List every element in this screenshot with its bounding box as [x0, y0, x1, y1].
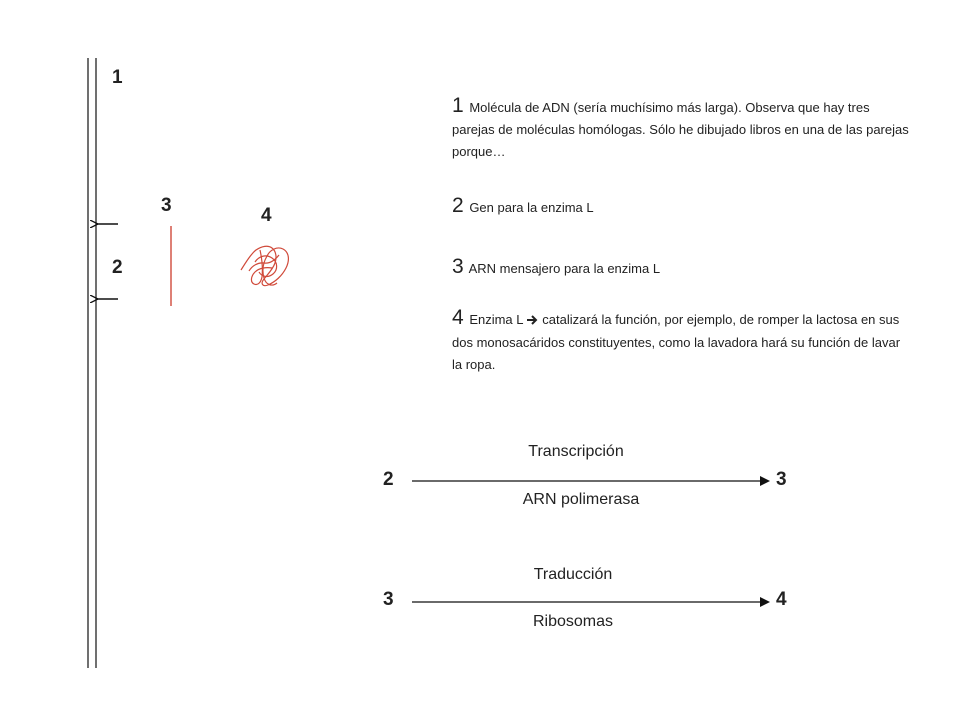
- dna-label: 1: [112, 67, 123, 88]
- legend-item-enzyme: [452, 307, 912, 376]
- legend-text: Molécula de ADN (sería muchísimo más larga). Observa que hay tres parejas de moléculas homólogas. Sólo he dibujado libros en una de las parejas porque…: [452, 100, 909, 159]
- flow-to: 3: [776, 469, 787, 490]
- legend-item-gene: [452, 195, 912, 219]
- gene-label: 2: [112, 257, 123, 278]
- flow-from: 3: [383, 589, 394, 610]
- legend-text: catalizará la función, por ejemplo, de romper la lactosa en sus dos monosacáridos constituyentes, como la lavadora hará su función de lavar la ropa.: [452, 312, 901, 372]
- legend-num: 1: [452, 94, 464, 117]
- flow-from: 2: [383, 469, 394, 490]
- legend-num: 4: [452, 306, 464, 329]
- legend-item-mrna: [452, 256, 912, 280]
- flow-step-above: Transcripción: [528, 443, 624, 460]
- enzyme-scribble-icon: [241, 246, 288, 285]
- legend-num: 2: [452, 194, 464, 217]
- legend-num: 3: [452, 255, 464, 278]
- legend-item-dna: [452, 95, 912, 163]
- legend-text: Gen para la enzima L: [469, 200, 594, 215]
- transcription-arrow-icon: [410, 473, 770, 489]
- flow-step-below: ARN polimerasa: [522, 491, 640, 508]
- flow-step-above: Traducción: [533, 566, 613, 583]
- enzyme-label: 4: [261, 205, 272, 226]
- flow-to: 4: [776, 589, 787, 610]
- legend-text: ARN mensajero para la enzima L: [468, 261, 661, 276]
- mrna-label: 3: [161, 195, 172, 216]
- right-arrow-icon: [527, 310, 539, 332]
- legend-text: Enzima L: [469, 312, 524, 327]
- translation-arrow-icon: [410, 594, 770, 610]
- flow-step-below: Ribosomas: [532, 613, 614, 630]
